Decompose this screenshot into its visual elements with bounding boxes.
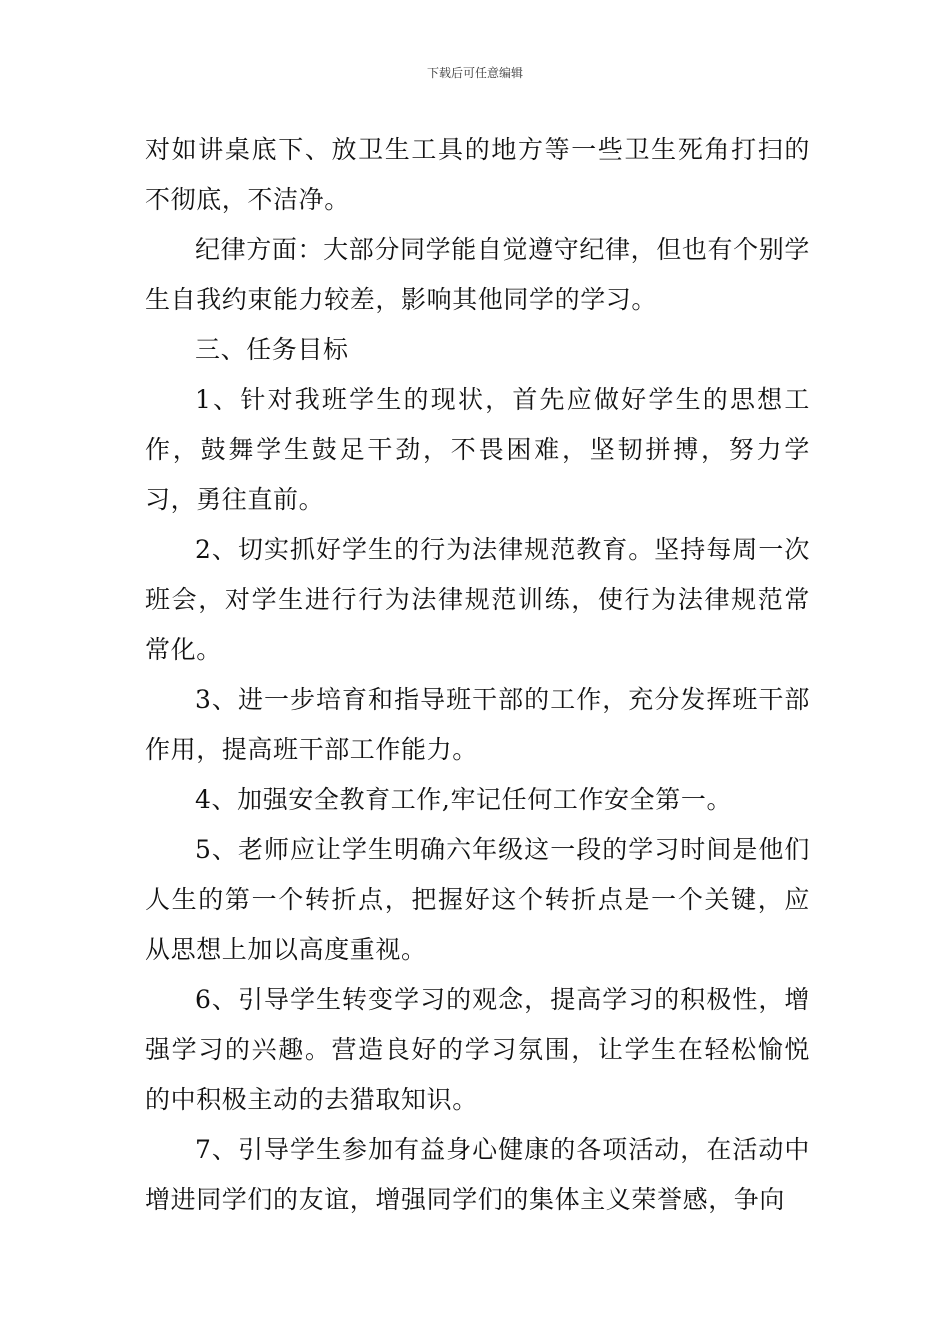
document-body (145, 125, 810, 1225)
page-header: 下载后可任意编辑 (426, 66, 523, 80)
paragraph-item-4: 4、加强安全教育工作,牢记任何工作安全第一。 (195, 785, 733, 814)
paragraph-item-6: 6、引导学生转变学习的观念，提高学习的积极性，增强学习的兴趣。营造良好的学习氛围，让学生在轻松愉悦的中积极主动的去猎取知识。 (145, 985, 810, 1114)
paragraph-item-1: 1、针对我班学生的现状，首先应做好学生的思想工作，鼓舞学生鼓足干劲，不畏困难，坚韧拼搏，努力学习，勇往直前。 (145, 385, 810, 514)
paragraph-1: 对如讲桌底下、放卫生工具的地方等一些卫生死角打扫的不彻底，不洁净。 (145, 135, 810, 214)
paragraph-item-5: 5、老师应让学生明确六年级这一段的学习时间是他们人生的第一个转折点，把握好这个转折点是一个关键，应从思想上加以高度重视。 (145, 835, 810, 964)
paragraph-item-3: 3、进一步培育和指导班干部的工作，充分发挥班干部作用，提高班干部工作能力。 (145, 685, 810, 764)
section-heading: 三、任务目标 (195, 335, 349, 364)
paragraph-item-2: 2、切实抓好学生的行为法律规范教育。坚持每周一次班会，对学生进行行为法律规范训练，使行为法律规范常常化。 (145, 535, 810, 664)
paragraph-item-7: 7、引导学生参加有益身心健康的各项活动，在活动中增进同学们的友谊，增强同学们的集体主义荣誉感，争向 (145, 1135, 810, 1214)
paragraph-2: 纪律方面：大部分同学能自觉遵守纪律，但也有个别学生自我约束能力较差，影响其他同学的学习。 (145, 235, 810, 314)
